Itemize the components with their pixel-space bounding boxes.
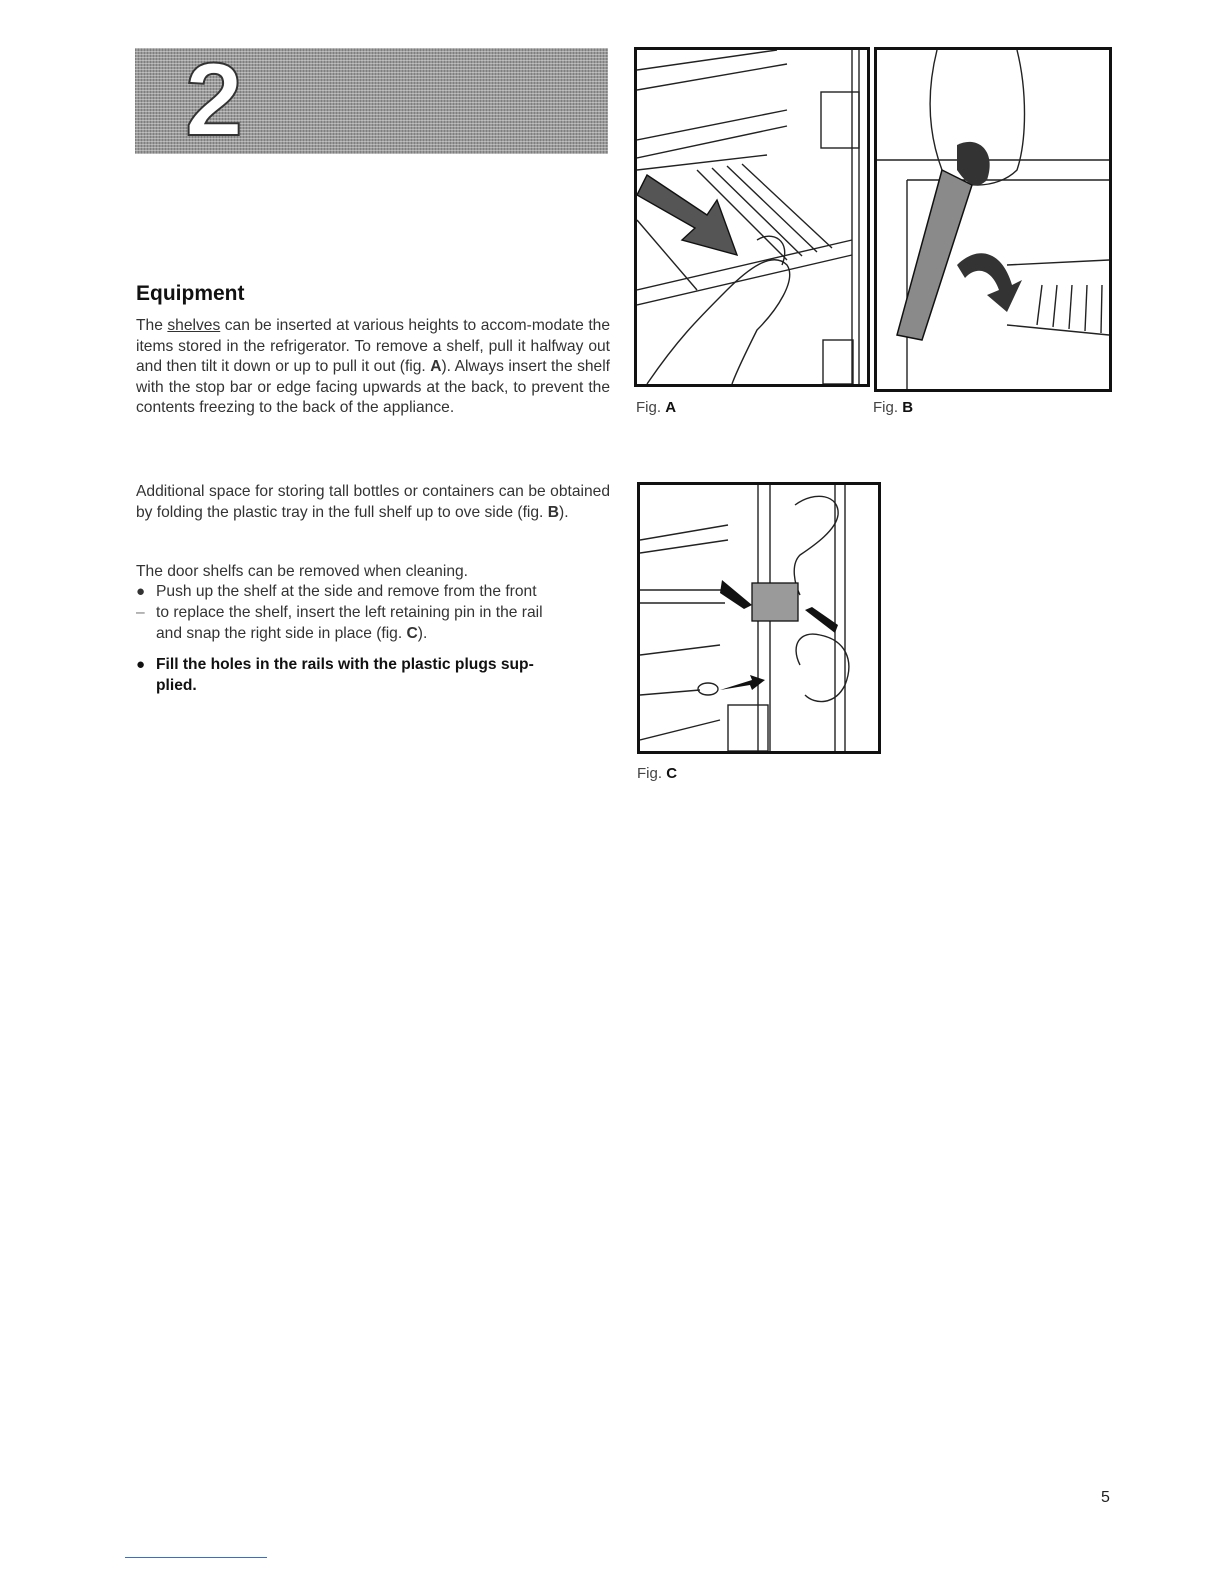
note-fill-holes-line2: plied. [156,677,197,694]
para1-before: The [136,317,168,334]
caption-a-letter: A [665,399,677,416]
bullet-icon: ● [136,656,146,673]
tall-bottles-paragraph [136,482,610,523]
step2-line2-before: and snap the right side in place (fig. [156,625,407,642]
note-fill-holes-line1 [136,655,610,676]
chapter-banner [135,42,608,158]
chapter-number: 2 [185,42,243,158]
caption-c-prefix: Fig. [637,765,663,782]
door-shelfs-paragraph: The door shelfs can be removed when cleaning. [136,563,468,580]
caption-fig-c [637,765,677,782]
step-push-up [136,582,610,603]
caption-c-letter: C [666,765,678,782]
dash-icon: – [136,604,145,621]
step-replace-line2 [136,624,630,645]
para1-after: can be inserted at various heights to accom-modate the items stored in the refrigerator. To remove a shelf, pull it halfway out and then tilt it down or up to pull it out (fig. [136,317,610,375]
tray-folding-drawing [877,50,1109,389]
section-title: Equipment [136,282,245,305]
fig-ref-a: A [430,358,442,375]
figure-c-illustration [637,482,881,754]
para2-after-ref: ). [559,503,569,521]
step1-text: Push up the shelf at the side and remove from the front [156,583,537,600]
footer-divider [125,1557,267,1558]
step-replace-line1 [136,603,610,624]
bullet-icon: ● [136,583,146,600]
caption-fig-a [636,399,676,416]
door-shelf-drawing [640,485,878,751]
para2-text: Additional space for storing tall bottles or containers can be obtained by folding the plastic tray in the full shelf up to ove side (fig. [136,483,610,521]
caption-fig-b [873,399,913,416]
figure-b-illustration [874,47,1112,392]
fig-ref-c: C [406,625,418,642]
figure-a-illustration [634,47,870,387]
caption-a-prefix: Fig. [636,399,662,416]
shelves-paragraph [136,316,610,419]
page-number: 5 [1101,1489,1110,1506]
caption-b-letter: B [902,399,914,416]
step2-line1-text: to replace the shelf, insert the left retaining pin in the rail [156,604,543,621]
para1-after-ref: ). Always insert the shelf with the stop bar or edge facing upwards at the back, to prevent the contents freezing to the back of the appliance. [136,358,611,416]
fig-ref-b: B [547,503,559,521]
caption-b-prefix: Fig. [873,399,899,416]
step2-line2-after: ). [417,625,428,642]
shelves-underlined-word: shelves [167,317,221,334]
note-line1-text: Fill the holes in the rails with the plastic plugs sup- [156,656,534,673]
shelf-removal-drawing [637,50,867,384]
